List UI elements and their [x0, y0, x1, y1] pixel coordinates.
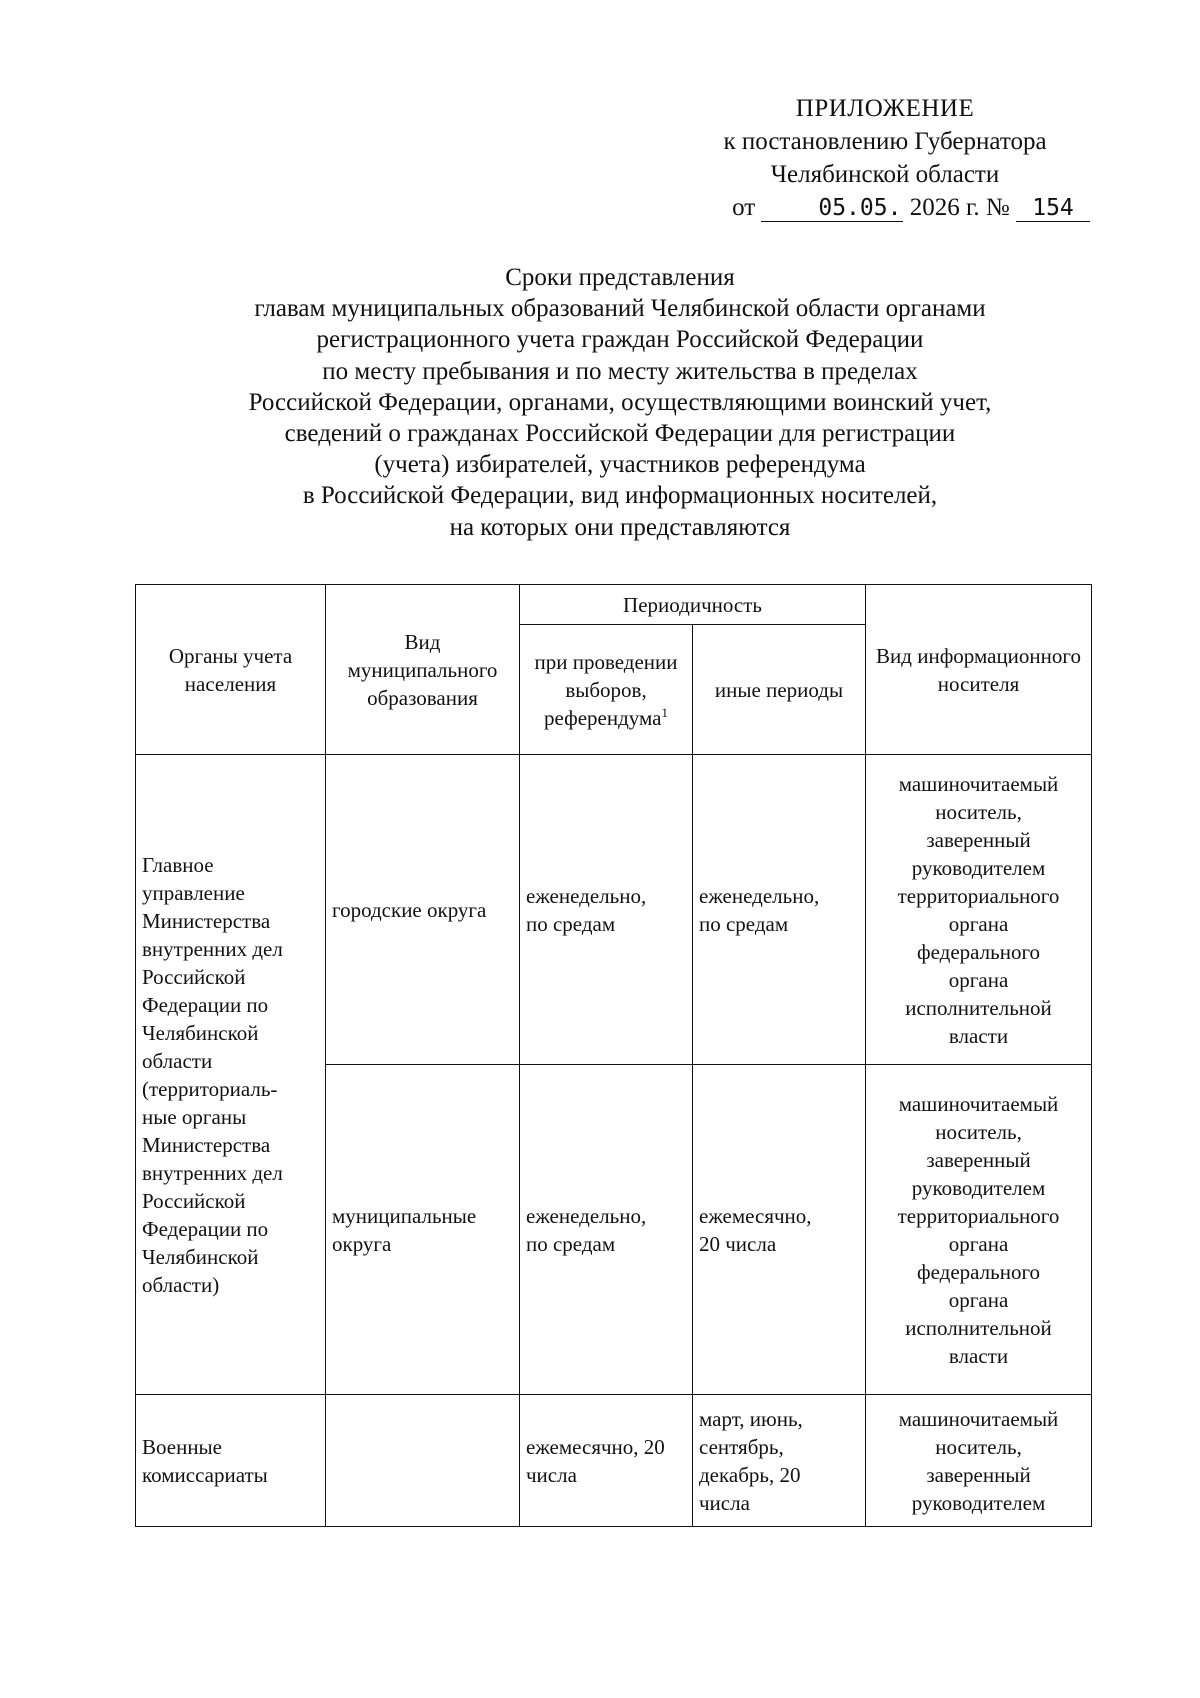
cell-during-elections: ежемесячно, 20 числа — [520, 1395, 693, 1527]
header-other-periods: иные периоды — [693, 625, 866, 755]
header-municipality-type: Вид муниципального образования — [326, 585, 520, 755]
cell-during-elections: еженедельно, по средам — [520, 1065, 693, 1395]
cell-municipality: муниципальные округа — [326, 1065, 520, 1395]
cell-other-periods: ежемесячно, 20 числа — [693, 1065, 866, 1395]
resolution-number: 154 — [1016, 195, 1090, 222]
header-periodicity: Периодичность — [520, 585, 866, 625]
table-header-row — [136, 585, 1092, 625]
appendix-block — [640, 92, 1130, 224]
title-line: регистрационного учета граждан Российской Федерации — [316, 326, 924, 354]
number-label: № — [985, 194, 1010, 221]
cell-organ: Военные комиссариаты — [136, 1395, 326, 1527]
cell-other-periods: март, июнь, сентябрь, декабрь, 20 числа — [693, 1395, 866, 1527]
from-label: от — [732, 194, 756, 221]
title-line: главам муниципальных образований Челябинской области органами — [254, 295, 986, 323]
cell-organ: Главное управление Министерства внутренних дел Российской Федерации по Челябинской области (территориаль- ные органы Министерства внутренних дел Российской Федерации по Челябинской области) — [136, 755, 326, 1395]
footnote-marker: 1 — [661, 704, 668, 720]
resolution-year: 2026 г. — [909, 194, 980, 221]
header-during-elections — [520, 625, 693, 755]
title-line: на которых они представляются — [449, 513, 791, 541]
title-line: Российской Федерации, органами, осуществляющими воинский учет, — [248, 388, 992, 416]
appendix-line-2: Челябинской области — [770, 161, 1000, 188]
header-during-elections-text: при проведении выборов, референдума — [534, 649, 678, 730]
appendix-line-1: к постановлению Губернатора — [723, 128, 1047, 155]
table-row — [136, 1395, 1092, 1527]
cell-municipality: городские округа — [326, 755, 520, 1065]
table-row — [136, 755, 1092, 1065]
title-line: в Российской Федерации, вид информационных носителей, — [302, 482, 938, 510]
header-organs: Органы учета населения — [136, 585, 326, 755]
terms-table — [135, 584, 1092, 1527]
header-media-type: Вид информационного носителя — [866, 585, 1092, 755]
appendix-heading: ПРИЛОЖЕНИЕ — [795, 95, 975, 122]
cell-media: машиночитаемый носитель, заверенный руководителем территориального органа федерального органа исполнительной власти — [866, 755, 1092, 1065]
resolution-date: 05.05. — [761, 195, 903, 222]
cell-during-elections: еженедельно, по средам — [520, 755, 693, 1065]
cell-other-periods: еженедельно, по средам — [693, 755, 866, 1065]
title-line: Сроки представления — [505, 264, 735, 291]
cell-municipality — [326, 1395, 520, 1527]
cell-media: машиночитаемый носитель, заверенный руководителем — [866, 1395, 1092, 1527]
document-title — [140, 262, 1100, 543]
title-line: (учета) избирателей, участников референдума — [374, 451, 866, 479]
cell-media: машиночитаемый носитель, заверенный руководителем территориального органа федерального органа исполнительной власти — [866, 1065, 1092, 1395]
title-line: по месту пребывания и по месту жительства в пределах — [322, 357, 918, 385]
title-line: сведений о гражданах Российской Федерации для регистрации — [284, 420, 956, 448]
resolution-date-line — [640, 191, 1130, 224]
